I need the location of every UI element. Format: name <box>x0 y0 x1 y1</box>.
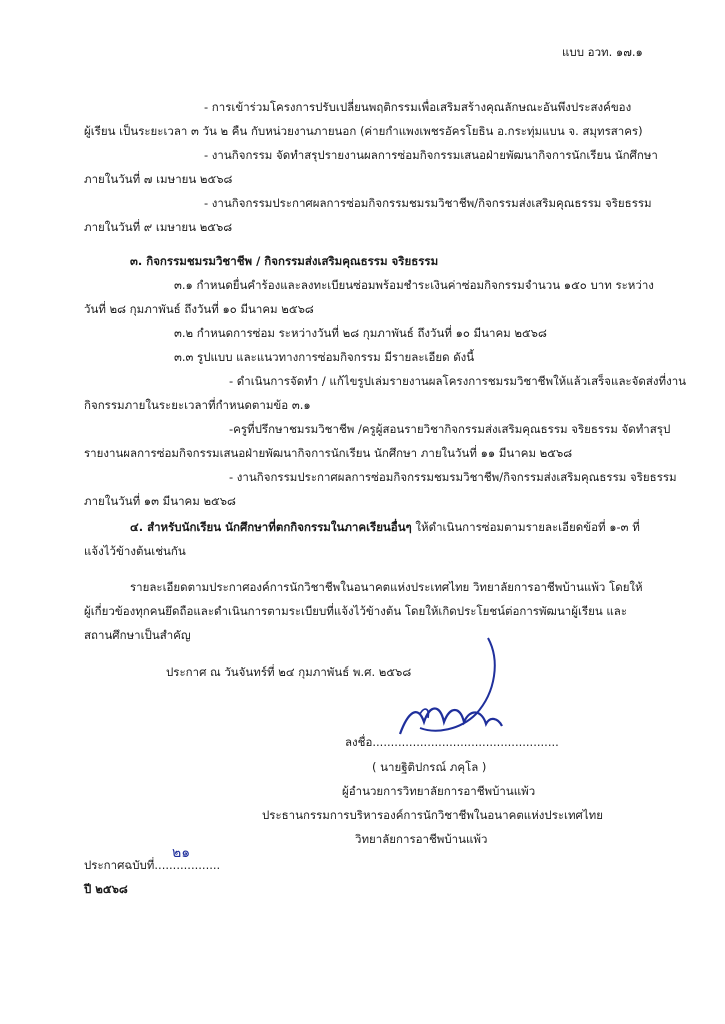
form-code: แบบ อวท. ๑๗.๑ <box>562 45 643 59</box>
text-line: รายงานผลการซ่อมกิจกรรมเสนอฝ่ายพัฒนากิจการนักเรียน นักศึกษา ภายในวันที่ ๑๑ มีนาคม ๒๕๖๘ <box>84 446 573 460</box>
section-4-line <box>130 519 640 535</box>
signature-image <box>390 630 520 740</box>
section-4-text: ให้ดำเนินการซ่อมตามรายละเอียดข้อที่ ๑-๓ ที่ <box>415 520 640 534</box>
text-line: กิจกรรมภายในระยะเวลาที่กำหนดตามข้อ ๓.๑ <box>84 398 311 412</box>
announcement-year: ปี ๒๕๖๘ <box>84 882 128 896</box>
signer-title: ประธานกรรมการบริหารองค์การนักวิชาชีพในอนาคตแห่งประเทศไทย <box>262 808 603 822</box>
announcement-number: ๒๑ <box>172 845 191 861</box>
text-line: - งานกิจกรรม จัดทำสรุปรายงานผลการซ่อมกิจกรรมเสนอฝ่ายพัฒนากิจการนักเรียน นักศึกษา <box>204 148 658 162</box>
text-line: ๓.๑ กำหนดยื่นคำร้องและลงทะเบียนซ่อมพร้อมชำระเงินค่าซ่อมกิจกรรมจำนวน ๑๕๐ บาท ระหว่าง <box>174 278 654 292</box>
text-line: รายละเอียดตามประกาศองค์การนักวิชาชีพในอนาคตแห่งประเทศไทย วิทยาลัยการอาชีพบ้านแพ้ว โดยให้ <box>130 580 643 594</box>
announce-date: ประกาศ ณ วันจันทร์ที่ ๒๔ กุมภาพันธ์ พ.ศ. ๒๕๖๘ <box>166 665 412 679</box>
text-line: วันที่ ๒๘ กุมภาพันธ์ ถึงวันที่ ๑๐ มีนาคม ๒๕๖๘ <box>84 302 314 316</box>
signer-name: ( นายฐิติปกรณ์ ภคุโล ) <box>372 760 487 774</box>
text-line: - งานกิจกรรมประกาศผลการซ่อมกิจกรรมชมรมวิชาชีพ/กิจกรรมส่งเสริมคุณธรรม จริยธรรม <box>204 196 652 210</box>
text-line: - งานกิจกรรมประกาศผลการซ่อมกิจกรรมชมรมวิชาชีพ/กิจกรรมส่งเสริมคุณธรรม จริยธรรม <box>229 470 677 484</box>
text-line: - การเข้าร่วมโครงการปรับเปลี่ยนพฤติกรรมเพื่อเสริมสร้างคุณลักษณะอันพึงประสงค์ของ <box>204 100 632 114</box>
text-line: ๓.๓ รูปแบบ และแนวทางการซ่อมกิจกรรม มีรายละเอียด ดังนี้ <box>174 350 475 364</box>
text-line: ภายในวันที่ ๙ เมษายน ๒๕๖๘ <box>84 220 233 234</box>
signer-position: ผู้อำนวยการวิทยาลัยการอาชีพบ้านแพ้ว <box>342 784 536 798</box>
text-line: ภายในวันที่ ๑๓ มีนาคม ๒๕๖๘ <box>84 494 236 508</box>
text-line: ภายในวันที่ ๗ เมษายน ๒๕๖๘ <box>84 172 233 186</box>
section-4-heading: ๔. สำหรับนักเรียน นักศึกษาที่ตกกิจกรรมในภาคเรียนอื่นๆ <box>130 520 412 534</box>
text-line: -ครูที่ปรึกษาชมรมวิชาชีพ /ครูผู้สอนรายวิชากิจกรรมส่งเสริมคุณธรรม จริยธรรม จัดทำสรุป <box>229 422 671 436</box>
section-heading: ๓. กิจกรรมชมรมวิชาชีพ / กิจกรรมส่งเสริมคุณธรรม จริยธรรม <box>130 254 439 268</box>
text-line: ๓.๒ กำหนดการซ่อม ระหว่างวันที่ ๒๘ กุมภาพันธ์ ถึงวันที่ ๑๐ มีนาคม ๒๕๖๘ <box>174 326 547 340</box>
announcement-number-label: ประกาศฉบับที่.................. <box>84 858 221 872</box>
sign-line: ลงชื่อ................................................... <box>345 735 559 749</box>
text-line: ผู้เกี่ยวข้องทุกคนยึดถือและดำเนินการตามระเบียบที่แจ้งไว้ข้างต้น โดยให้เกิดประโยชน์ต่อการพัฒนาผู้เรียน และ <box>84 604 628 618</box>
text-line: ผู้เรียน เป็นระยะเวลา ๓ วัน ๒ คืน กับหน่วยงานภายนอก (ค่ายกำแพงเพชรอัครโยธิน อ.กระทุ่มแบน จ. สมุทรสาคร) <box>84 124 643 138</box>
text-line: - ดำเนินการจัดทำ / แก้ไขรูปเล่มรายงานผลโครงการชมรมวิชาชีพให้แล้วเสร็จและจัดส่งที่งาน <box>229 374 687 388</box>
text-line: สถานศึกษาเป็นสำคัญ <box>84 628 191 642</box>
text-line: แจ้งไว้ข้างต้นเช่นกัน <box>84 544 186 558</box>
signer-org: วิทยาลัยการอาชีพบ้านแพ้ว <box>355 832 488 846</box>
